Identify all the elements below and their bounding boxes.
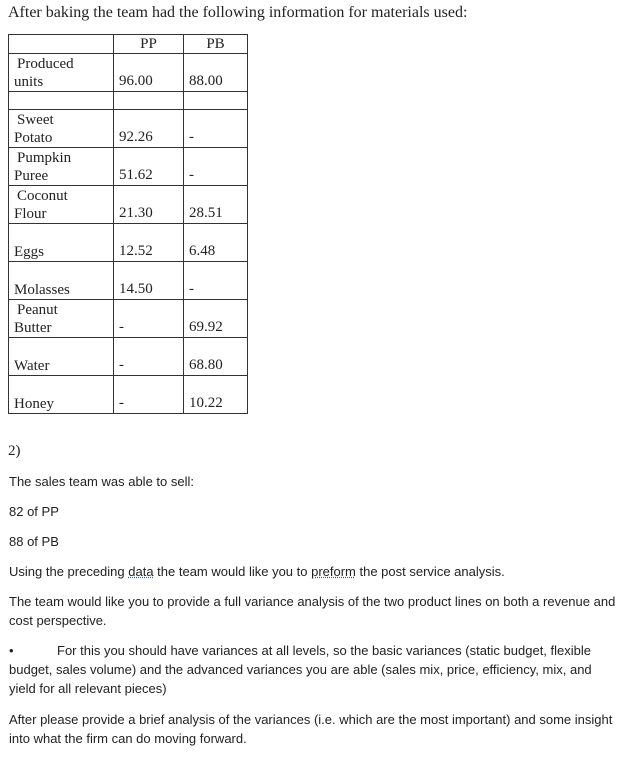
material-name-cell	[9, 376, 114, 414]
pb-value-cell: 28.51	[184, 186, 248, 224]
material-name-cell	[9, 224, 114, 262]
material-name-line2: Puree	[14, 168, 49, 184]
spacer-cell	[184, 92, 248, 110]
closing-text: After please provide a brief analysis of the variances (i.e. which are the most important) and some insight into what the firm can do moving forward.	[9, 712, 613, 746]
sold-pb: 88 of PB	[9, 534, 59, 549]
pb-value-cell: -	[184, 262, 248, 300]
table-row	[9, 110, 248, 148]
table-row	[9, 186, 248, 224]
table-row	[9, 300, 248, 338]
material-name-cell	[9, 54, 114, 92]
material-name-cell	[9, 148, 114, 186]
pb-value-cell: 68.80	[184, 338, 248, 376]
pb-value-cell: 69.92	[184, 300, 248, 338]
pp-value-cell: 21.30	[114, 186, 184, 224]
spacer-cell	[114, 92, 184, 110]
header-blank	[9, 35, 114, 54]
material-name-line1	[17, 339, 113, 357]
material-name-line2: Water	[14, 358, 50, 374]
bullet-symbol: •	[9, 643, 14, 658]
pp-value-cell: 51.62	[114, 148, 184, 186]
pb-value-cell: 10.22	[184, 376, 248, 414]
table-row	[9, 54, 248, 92]
intro-text: After baking the team had the following information for materials used:	[8, 4, 468, 21]
material-name-cell	[9, 186, 114, 224]
table-row	[9, 338, 248, 376]
pp-value-cell: -	[114, 376, 184, 414]
table-row	[9, 376, 248, 414]
instruction-part2: the team would like you to	[153, 564, 312, 579]
question-number: 2)	[8, 443, 21, 459]
word-data: data	[128, 564, 154, 579]
material-name-cell	[9, 338, 114, 376]
table-header-row	[9, 35, 248, 54]
material-name-line2: units	[14, 74, 44, 90]
material-name-line1: Produced	[17, 56, 74, 72]
material-name-line2: Eggs	[14, 244, 44, 260]
material-name-line2: Potato	[14, 130, 53, 146]
sold-pp: 82 of PP	[9, 504, 59, 519]
material-name-cell	[9, 300, 114, 338]
material-name-line1: Coconut	[17, 188, 68, 204]
bullet-text: For this you should have variances at all levels, so the basic variances (static budget, flexible budget, sales volume) and the advanced variances you are able (sales mix, price, efficiency, mix, and yield for all relevant pieces)	[9, 643, 592, 696]
table-row	[9, 262, 248, 300]
material-name-line1	[17, 377, 113, 395]
instruction-part1: Using the preceding	[9, 564, 129, 579]
bullet-item	[9, 641, 615, 698]
pp-value-cell: 96.00	[114, 54, 184, 92]
pp-value-cell: -	[114, 338, 184, 376]
material-name-line2: Flour	[14, 206, 47, 222]
material-name-line2: Honey	[14, 396, 54, 412]
pp-value-cell: -	[114, 300, 184, 338]
material-name-cell	[9, 262, 114, 300]
material-name-line1: Pumpkin	[17, 150, 72, 166]
pp-value-cell: 14.50	[114, 262, 184, 300]
table-spacer-row	[9, 92, 248, 110]
header-pp: PP	[114, 35, 184, 54]
material-name-line1: Sweet	[17, 112, 54, 128]
pb-value-cell: 6.48	[184, 224, 248, 262]
word-preform: preform	[311, 564, 356, 579]
materials-table	[8, 34, 248, 414]
sales-intro: The sales team was able to sell:	[9, 474, 194, 489]
material-name-line1	[17, 263, 113, 281]
pb-value-cell: 88.00	[184, 54, 248, 92]
instruction-text	[9, 562, 621, 581]
table-row	[9, 224, 248, 262]
material-name-line2: Molasses	[14, 282, 70, 298]
pb-value-cell: -	[184, 110, 248, 148]
material-name-line1: Peanut	[17, 302, 58, 318]
material-name-line1	[17, 225, 113, 243]
variance-request: The team would like you to provide a full variance analysis of the two product lines on both a revenue and cost perspective.	[9, 594, 616, 628]
table-row	[9, 148, 248, 186]
material-name-line2: Butter	[14, 320, 52, 336]
header-pb: PB	[184, 35, 248, 54]
pp-value-cell: 12.52	[114, 224, 184, 262]
material-name-cell	[9, 110, 114, 148]
pb-value-cell: -	[184, 148, 248, 186]
instruction-part3: the post service analysis.	[355, 564, 505, 579]
spacer-cell	[9, 92, 114, 110]
pp-value-cell: 92.26	[114, 110, 184, 148]
